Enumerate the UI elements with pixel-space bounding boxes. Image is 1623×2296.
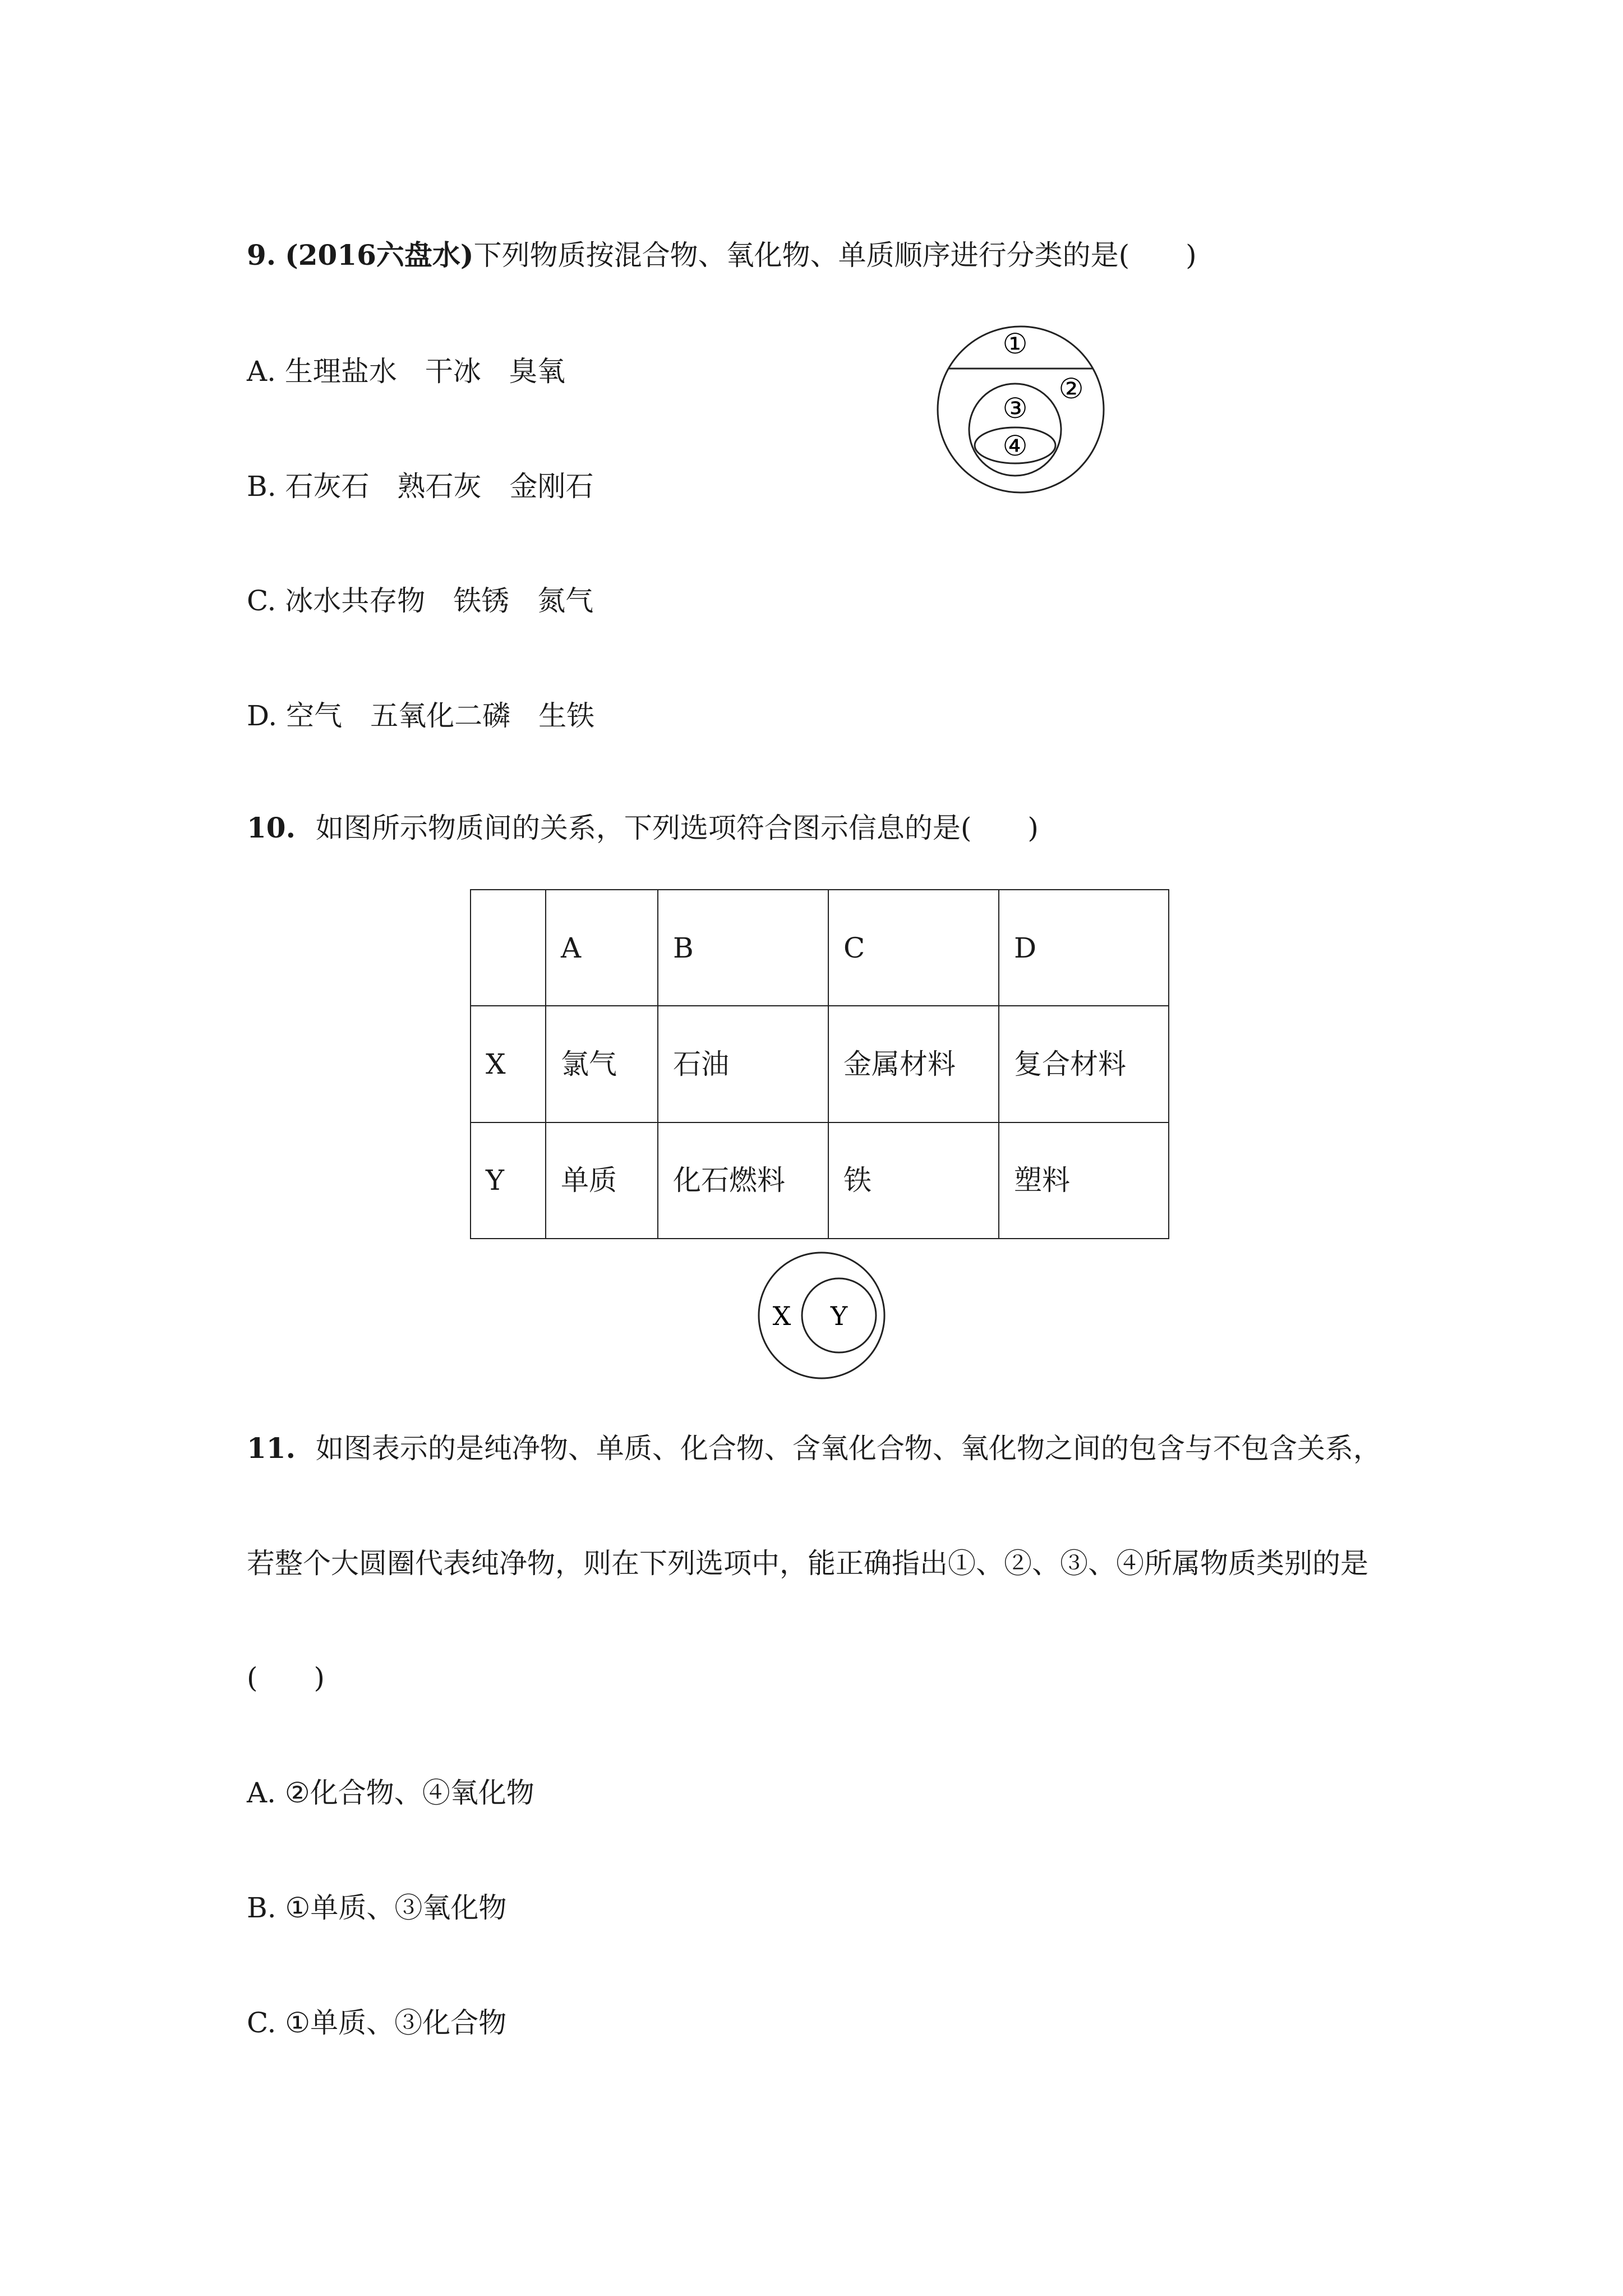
- question-text: 如图所示物质间的关系，下列选项符合图示信息的是( ): [315, 812, 1039, 844]
- table-cell: 氯气: [546, 1006, 658, 1122]
- option-text: 冰水共存物 铁锈 氮气: [285, 585, 594, 617]
- table-cell: [471, 890, 546, 1006]
- question-text: 若整个大圆圈代表纯净物，则在下列选项中，能正确指出①、②、③、④所属物质类别的是: [247, 1547, 1368, 1580]
- table-header-b: B: [658, 890, 828, 1006]
- option-text: 空气 五氧化二磷 生铁: [286, 700, 595, 732]
- question-number: 11.: [247, 1432, 296, 1465]
- table-row-label-y: Y: [471, 1122, 546, 1239]
- question-11-stem-line2: [247, 1547, 1368, 1580]
- option-letter: B.: [247, 1892, 276, 1924]
- question-source: (2016六盘水): [285, 238, 474, 272]
- option-text: 石灰石 熟石灰 金刚石: [285, 470, 594, 503]
- label-1: ①: [1002, 328, 1028, 360]
- option-text: ②化合物、④氧化物: [284, 1777, 534, 1809]
- relation-table: [470, 889, 1169, 1239]
- option-letter: B.: [247, 470, 276, 503]
- table-cell: 金属材料: [828, 1006, 999, 1122]
- option-d[interactable]: [247, 699, 594, 733]
- table-row: [471, 1006, 1169, 1122]
- option-b[interactable]: [247, 470, 594, 503]
- option-letter: D.: [247, 700, 278, 732]
- question-11-stem-line3: [247, 1661, 325, 1695]
- option-a[interactable]: [247, 355, 565, 388]
- table-cell: 塑料: [999, 1122, 1169, 1239]
- option-letter: A.: [247, 1777, 276, 1809]
- option-c[interactable]: [247, 2006, 506, 2040]
- answer-bracket: ( ): [247, 1662, 325, 1694]
- question-number: 10.: [247, 811, 296, 844]
- question-9-stem: [247, 238, 1197, 272]
- nested-classification-diagram: [937, 309, 1105, 510]
- question-11-stem-line1: [247, 1432, 1381, 1465]
- option-text: ①单质、③化合物: [285, 2007, 507, 2039]
- option-letter: C.: [247, 2007, 276, 2039]
- table-header-c: C: [828, 890, 999, 1006]
- label-4: ④: [1002, 430, 1028, 462]
- table-header-d: D: [999, 890, 1169, 1006]
- x-contains-y-diagram: [757, 1251, 886, 1380]
- table-row: [471, 890, 1169, 1006]
- question-10-stem: [247, 811, 1039, 845]
- option-letter: A.: [247, 355, 276, 388]
- table-cell: 化石燃料: [658, 1122, 828, 1239]
- table-row: [471, 1122, 1169, 1239]
- option-b[interactable]: [247, 1891, 506, 1925]
- option-text: 生理盐水 干冰 臭氧: [284, 355, 565, 388]
- table-header-a: A: [546, 890, 658, 1006]
- option-c[interactable]: [247, 584, 593, 618]
- label-y: Y: [830, 1301, 848, 1331]
- table-cell: 复合材料: [999, 1006, 1169, 1122]
- label-2: ②: [1058, 372, 1084, 405]
- question-text: 下列物质按混合物、氧化物、单质顺序进行分类的是( ): [473, 239, 1197, 272]
- question-number: 9.: [247, 238, 276, 272]
- table-cell: 石油: [658, 1006, 828, 1122]
- question-text: 如图表示的是纯净物、单质、化合物、含氧化合物、氧化物之间的包含与不包含关系，: [315, 1432, 1381, 1465]
- label-3: ③: [1002, 392, 1028, 425]
- table-cell: 单质: [546, 1122, 658, 1239]
- label-x: X: [772, 1301, 791, 1331]
- option-text: ①单质、③氧化物: [285, 1892, 507, 1924]
- table-row-label-x: X: [471, 1006, 546, 1122]
- table-cell: 铁: [828, 1122, 999, 1239]
- option-letter: C.: [247, 585, 276, 617]
- option-a[interactable]: [247, 1776, 534, 1810]
